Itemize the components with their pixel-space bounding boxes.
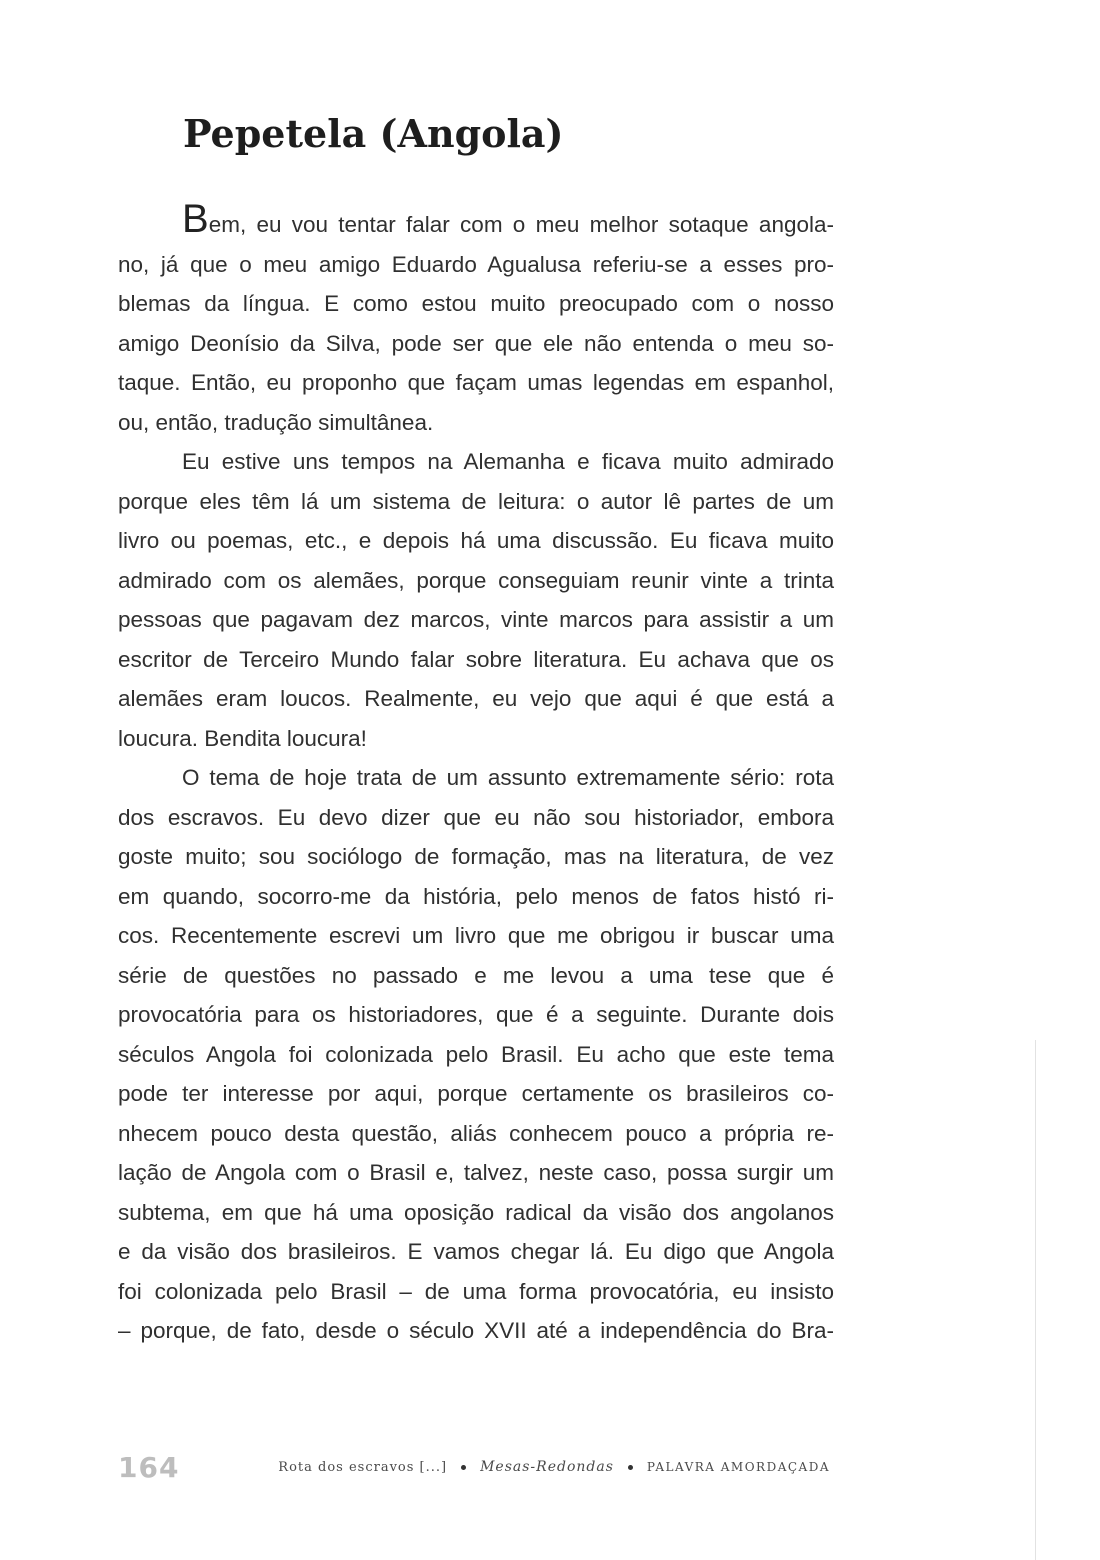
running-title: Rota dos escravos [...] (278, 1459, 448, 1475)
chapter-title: Pepetela (Angola) (183, 111, 564, 156)
text-line: – porque, de fato, desde o século XVII até a independência do Bra- (118, 1318, 834, 1343)
text-line: ou, então, tradução simultânea. (118, 409, 434, 435)
text-line: dos escravos. Eu devo dizer que eu não sou historiador, embora (118, 804, 834, 830)
text-line: Bem, eu vou tentar falar com o meu melhor sotaque angola- (182, 197, 834, 241)
text-line: provocatória para os historiadores, que é a seguinte. Durante dois (118, 1002, 834, 1027)
drop-cap: B (182, 197, 209, 241)
paragraph-2 (118, 442, 834, 758)
text-line: O tema de hoje trata de um assunto extremamente sério: rota (182, 765, 834, 790)
bullet-separator-icon (461, 1465, 466, 1470)
paragraph-3 (118, 758, 834, 1351)
scan-edge-line (1035, 1040, 1036, 1560)
page-footer (118, 1452, 830, 1482)
section-name: Mesas-Redondas (480, 1459, 614, 1475)
book-name: PALAVRA AMORDAÇADA (646, 1460, 830, 1474)
text-line: pessoas que pagavam dez marcos, vinte marcos para assistir a um (118, 607, 834, 632)
text-line: admirado com os alemães, porque conseguiam reunir vinte a trinta (118, 567, 834, 593)
text-line: no, já que o meu amigo Eduardo Agualusa referiu-se a esses pro- (118, 251, 834, 277)
text-line: subtema, em que há uma oposição radical da visão dos angolanos (118, 1199, 834, 1225)
running-footer (268, 1459, 830, 1475)
text-line: Eu estive uns tempos na Alemanha e ficava muito admirado (182, 449, 834, 474)
text-line: em quando, socorro-me da história, pelo menos de fatos histó ri- (118, 883, 834, 909)
text-line: alemães eram loucos. Realmente, eu vejo que aqui é que está a (118, 686, 834, 711)
text-line: nhecem pouco desta questão, aliás conhecem pouco a própria re- (118, 1120, 834, 1146)
text-line: amigo Deonísio da Silva, pode ser que ele não entenda o meu so- (118, 330, 834, 356)
text-line: pode ter interesse por aqui, porque certamente os brasileiros co- (118, 1081, 834, 1106)
text-line: lação de Angola com o Brasil e, talvez, neste caso, possa surgir um (118, 1160, 834, 1185)
text-line: blemas da língua. E como estou muito preocupado com o nosso (118, 291, 834, 316)
text-line: loucura. Bendita loucura! (118, 725, 367, 751)
text-line: séculos Angola foi colonizada pelo Brasil. Eu acho que este tema (118, 1041, 834, 1067)
body-text (118, 197, 834, 1351)
page-number: 164 (118, 1450, 180, 1484)
text-line: foi colonizada pelo Brasil – de uma forma provocatória, eu insisto (118, 1278, 834, 1304)
paragraph-1 (118, 197, 834, 442)
text-line: porque eles têm lá um sistema de leitura: o autor lê partes de um (118, 488, 834, 514)
text-line: livro ou poemas, etc., e depois há uma discussão. Eu ficava muito (118, 528, 834, 553)
text-line: taque. Então, eu proponho que façam umas legendas em espanhol, (118, 370, 834, 395)
text-line: e da visão dos brasileiros. E vamos chegar lá. Eu digo que Angola (118, 1239, 834, 1264)
text-line: escritor de Terceiro Mundo falar sobre literatura. Eu achava que os (118, 646, 834, 672)
text-line: goste muito; sou sociólogo de formação, mas na literatura, de vez (118, 844, 834, 869)
text-line: cos. Recentemente escrevi um livro que me obrigou ir buscar uma (118, 923, 834, 948)
bullet-separator-icon (628, 1465, 633, 1470)
text-line: série de questões no passado e me levou a uma tese que é (118, 962, 834, 988)
